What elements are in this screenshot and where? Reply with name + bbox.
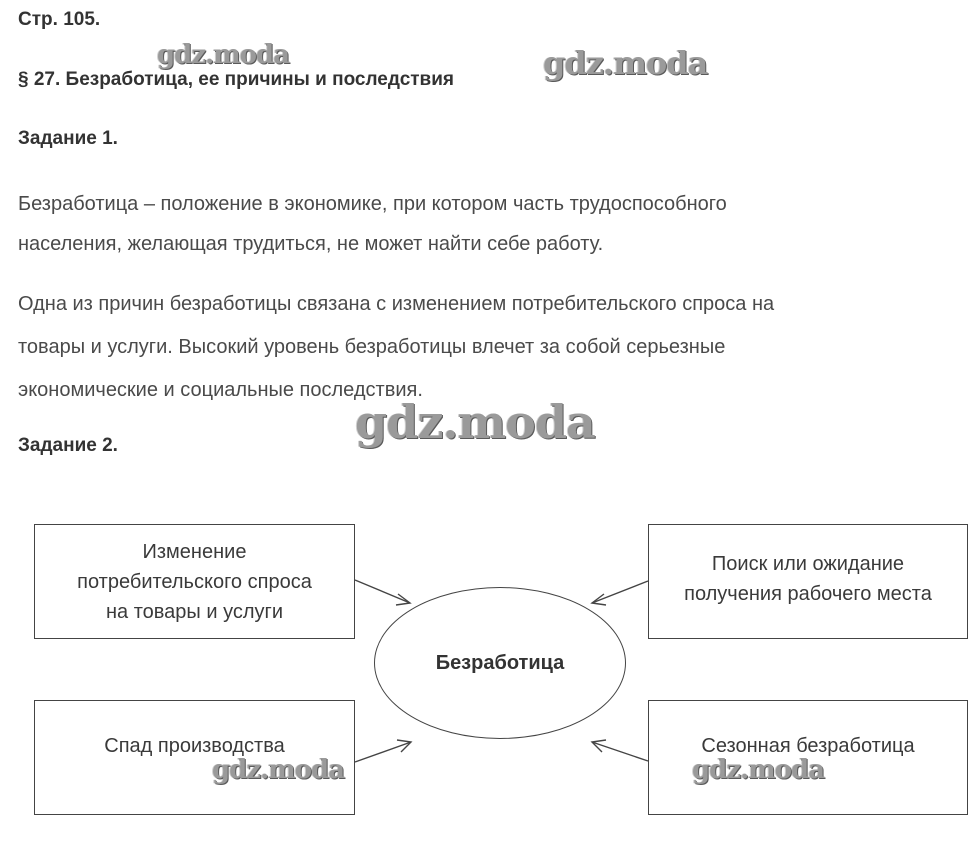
cause-box-job-search bbox=[648, 524, 968, 639]
box-line: Поиск или ожидание bbox=[711, 552, 905, 575]
box-line: Сезонная безработица bbox=[701, 734, 915, 757]
box-line: Спад производства bbox=[104, 734, 285, 757]
center-ellipse-unemployment bbox=[374, 587, 626, 739]
paragraph-line: населения, желающая трудиться, не может найти себе работу. bbox=[18, 233, 604, 255]
arrow-top-left bbox=[355, 580, 410, 603]
task-1-heading: Задание 1. bbox=[18, 128, 118, 149]
paragraph-line: товары и услуги. Высокий уровень безработицы влечет за собой серьезные bbox=[18, 336, 726, 358]
paragraph-line: экономические и социальные последствия. bbox=[18, 379, 423, 401]
arrow-top-right bbox=[592, 581, 648, 603]
section-title: § 27. Безработица, ее причины и последствия bbox=[18, 69, 455, 90]
page-reference: Стр. 105. bbox=[18, 9, 101, 30]
cause-box-demand-change bbox=[34, 524, 355, 639]
watermark-logo: gdz.moda bbox=[157, 40, 290, 70]
watermark-logo: gdz.moda bbox=[543, 44, 708, 82]
center-label: Безработица bbox=[435, 651, 565, 674]
paragraph-line: Безработица – положение в экономике, при котором часть трудоспособного bbox=[18, 193, 727, 215]
task-2-heading: Задание 2. bbox=[18, 435, 118, 456]
box-line: Изменение bbox=[142, 540, 247, 563]
box-line: на товары и услуги bbox=[105, 600, 283, 623]
paragraph-line: Одна из причин безработицы связана с изменением потребительского спроса на bbox=[18, 293, 775, 315]
arrow-bottom-left bbox=[355, 742, 411, 762]
watermark-logo: gdz.moda bbox=[692, 755, 825, 785]
watermark-logo: gdz.moda bbox=[355, 395, 595, 449]
box-line: потребительского спроса bbox=[77, 570, 312, 593]
watermark-logo: gdz.moda bbox=[212, 755, 345, 785]
arrow-bottom-right bbox=[592, 742, 648, 761]
box-line: получения рабочего места bbox=[684, 582, 932, 605]
